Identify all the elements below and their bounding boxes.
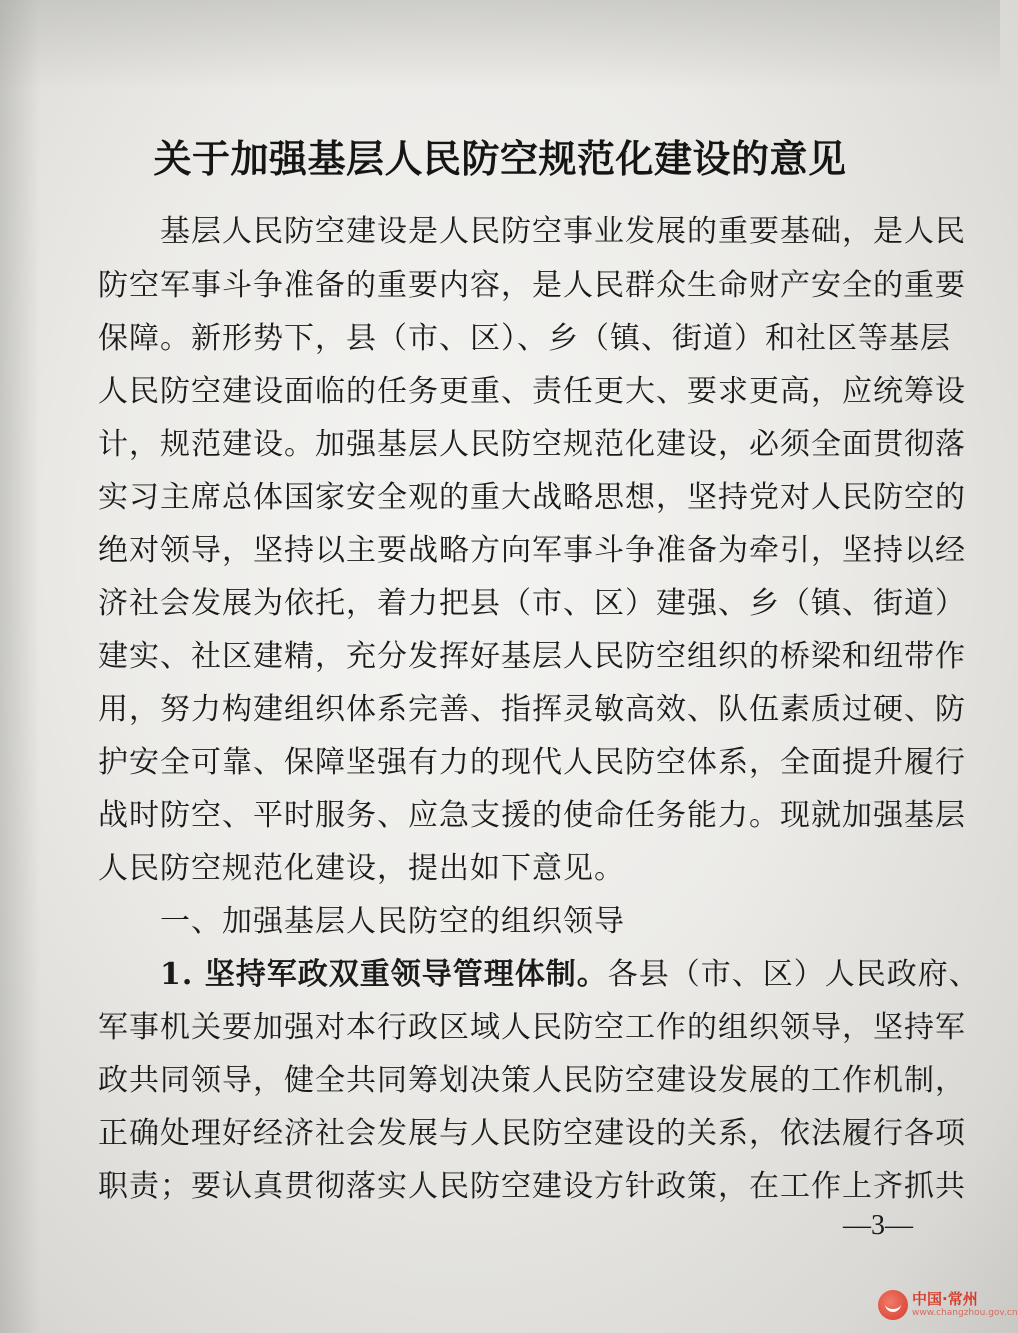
- paragraph-line: 济社会发展为依托，着力把县（市、区）建强、乡（镇、街道）: [98, 586, 966, 621]
- paragraph-line: 护安全可靠、保障坚强有力的现代人民防空体系，全面提升履行: [98, 745, 966, 780]
- paragraph-line: 职责；要认真贯彻落实人民防空建设方针政策，在工作上齐抓共: [98, 1169, 966, 1204]
- paragraph-line: 正确处理好经济社会发展与人民防空建设的关系，依法履行各项: [98, 1116, 966, 1151]
- page-shadow-left: [0, 0, 40, 1333]
- item-first-line: [98, 949, 980, 1001]
- paragraph-line: 防空军事斗争准备的重要内容，是人民群众生命财产安全的重要: [98, 268, 966, 303]
- paragraph-line: 基层人民防空建设是人民防空事业发展的重要基础，是人民: [160, 214, 966, 249]
- document-title: 关于加强基层人民防空规范化建设的意见: [153, 136, 847, 181]
- paragraph-line: 战时防空、平时服务、应急支援的使命任务能力。现就加强基层: [98, 798, 966, 833]
- item-heading: 1. 坚持军政双重领导管理体制。: [160, 957, 608, 992]
- paragraph-line: 保障。新形势下，县（市、区）、乡（镇、街道）和社区等基层: [98, 321, 951, 356]
- watermark-subtext: www.changzhou.gov.cn: [912, 1308, 1018, 1318]
- paragraph-line: 人民防空规范化建设，提出如下意见。: [98, 851, 625, 886]
- watermark-text: 中国·常州: [912, 1290, 978, 1308]
- paragraph-line: 计，规范建设。加强基层人民防空规范化建设，必须全面贯彻落: [98, 427, 966, 462]
- paragraph-line: 人民防空建设面临的任务更重、责任更大、要求更高，应统筹设: [98, 374, 966, 409]
- paragraph-line: 政共同领导，健全共同筹划决策人民防空建设发展的工作机制，: [98, 1063, 966, 1098]
- paragraph-line: 用，努力构建组织体系完善、指挥灵敏高效、队伍素质过硬、防: [98, 692, 966, 727]
- page-number: —3—: [843, 1210, 913, 1241]
- logo-icon: [878, 1290, 908, 1320]
- paragraph-line: 绝对领导，坚持以主要战略方向军事斗争准备为牵引，坚持以经: [98, 533, 966, 568]
- section-heading: 一、加强基层人民防空的组织领导: [160, 904, 625, 939]
- watermark-logo: [878, 1288, 1018, 1328]
- page-shadow-top: [0, 0, 1000, 90]
- paragraph-line: 实习主席总体国家安全观的重大战略思想，坚持党对人民防空的: [98, 480, 966, 515]
- item-text: 各县（市、区）人民政府、: [607, 957, 980, 992]
- paragraph-line: 军事机关要加强对本行政区域人民防空工作的组织领导，坚持军: [98, 1010, 966, 1045]
- paragraph-line: 建实、社区建精，充分发挥好基层人民防空组织的桥梁和纽带作: [98, 639, 966, 674]
